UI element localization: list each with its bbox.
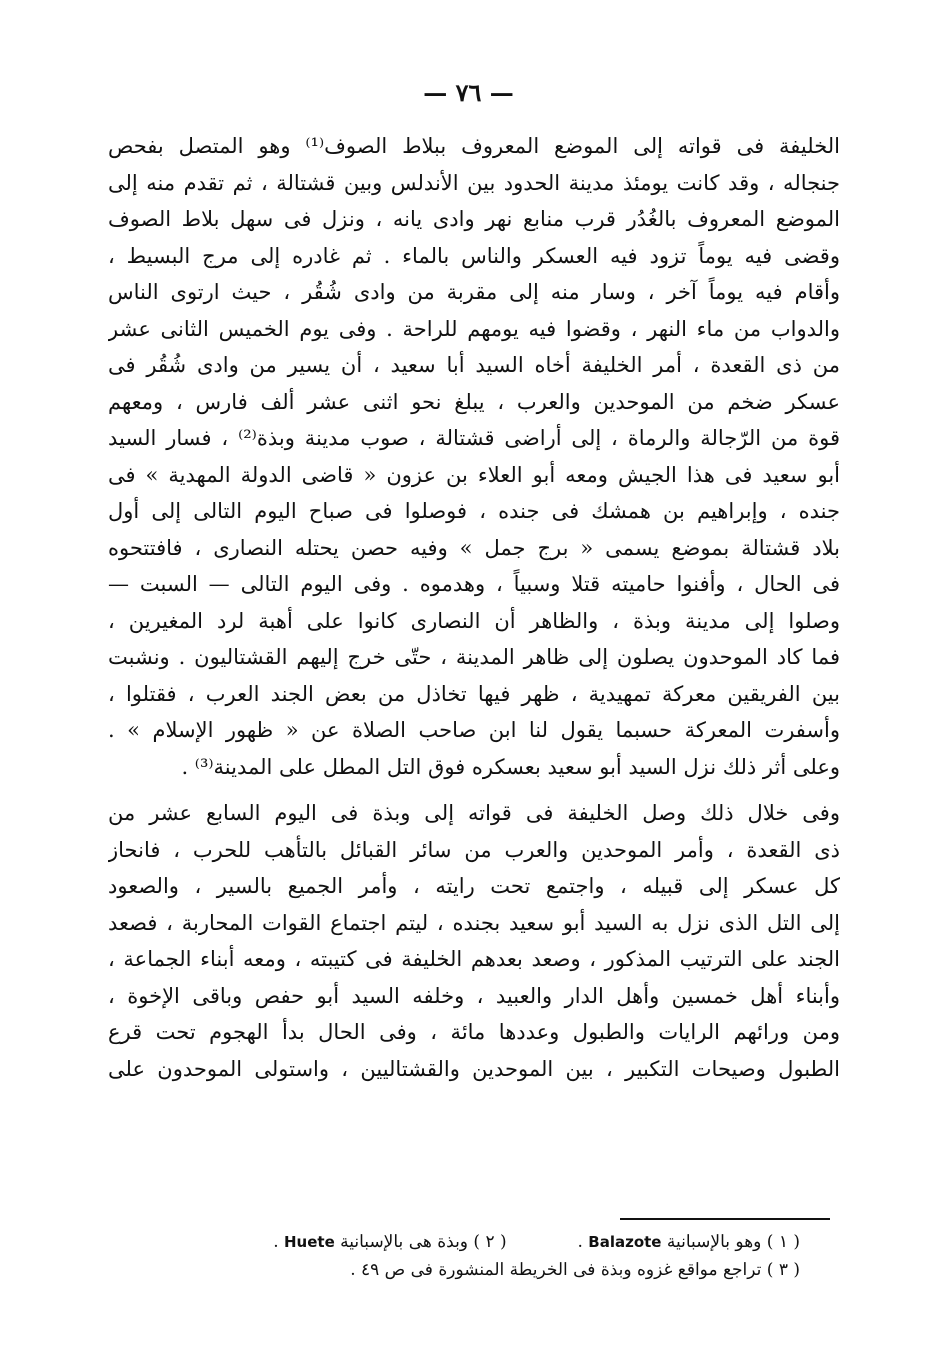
footnotes (108, 1228, 800, 1284)
footnote-1-latin: Balazote (588, 1233, 662, 1251)
text-line: جنده ، وإبراهيم بن همشك فى جنده ، فوصلوا فى صباح اليوم التالى إلى أول (108, 499, 840, 523)
text-line: وعلى أثر ذلك نزل السيد أبو سعيد بعسكره فوق التل المطل على المدينة⁽³⁾ . (181, 754, 840, 779)
text-line: وصلوا إلى مدينة وبذة ، والظاهر أن النصارى كانوا على أهبة لرد المغيرين ، (108, 608, 840, 633)
body-text (108, 128, 840, 1087)
text-line: وقضى فيه يوماً تزود فيه العسكر والناس بالماء . ثم غادره إلى مرج البسيط ، (108, 243, 840, 268)
text-line: وأسفرت المعركة حسبما يقول لنا ابن صاحب الصلاة عن « ظهور الإسلام » . (108, 718, 840, 742)
text-line: الطبول وصيحات التكبير ، بين الموحدين والقشتاليين ، واستولى الموحدون على (108, 1056, 840, 1081)
text-line: أبو سعيد فى هذا الجيش ومعه أبو العلاء بن عزون « قاضى الدولة المهدية » فى (108, 462, 840, 487)
text-line: وفى خلال ذلك وصل الخليفة فى قواته إلى وبذة فى اليوم السابع عشر من (108, 801, 840, 825)
text-line: جنجاله ، وقد كانت يومئذ مدينة الحدود بين الأندلس وبين قشتالة ، ثم تقدم منه إلى (108, 170, 840, 195)
paragraph-gap (108, 785, 840, 795)
text-line: عسكر ضخم من الموحدين والعرب ، يبلغ نحو اثنى عشر ألف فارس ، ومعهم (108, 389, 840, 414)
text-line: كل عسكر إلى قبيله ، واجتمع تحت رايته ، وأمر الجميع بالسير ، والصعود (108, 874, 840, 898)
text-line: فما كاد الموحدون يصلون إلى ظاهر المدينة ، حتّى خرج إليهم القشتاليون . ونشبت (108, 645, 840, 669)
footnote-2-text: ( ٢ ) وبذة هى بالإسبانية (340, 1232, 507, 1252)
text-line: قوة من الرّجالة والرماة ، إلى أراضى قشتالة ، صوب مدينة وبذة⁽²⁾ ، فسار السيد (108, 426, 840, 450)
page-number: — ٧٦ — (423, 78, 514, 107)
text-line: وأقام فيه يوماً آخر ، وسار منه إلى مقربة من وادى شُقُر ، حيث ارتوى الناس (108, 280, 840, 304)
footnote-2-latin: Huete (284, 1233, 335, 1251)
text-line: الموضع المعروف بالغُدُر قرب منابع نهر وادى يانه ، ونزل فى سهل بلاط الصوف (108, 207, 840, 231)
text-line: فى الحال ، وأفنوا حاميته قتلا وسبياً ، وهدموه . وفى اليوم التالى — السبت — (108, 572, 840, 596)
text-line: الخليفة فى قواته إلى الموضع المعروف ببلاط الصوف⁽¹⁾ وهو المتصل بفحص (108, 134, 840, 158)
text-line: إلى التل الذى نزل به السيد أبو سعيد بجنده ، ليتم اجتماع القوات المحاربة ، فصعد (108, 910, 840, 935)
text-line: ومن ورائهم الرايات والطبول وعددها مائة ، وفى الحال بدأ الهجوم تحت قرع (108, 1020, 840, 1044)
text-line: الجند على الترتيب المذكور ، وصعد بعدهم الخليفة فى كتيبته ، ومعه أبناء الجماعة ، (108, 947, 840, 971)
text-line: وأبناء أهل خمسين وأهل الدار والعبيد ، وخلفه السيد أبو حفص وباقى الإخوة ، (108, 983, 840, 1008)
footnote-3-text: ( ٣ ) تراجع مواقع غزوه وبذة فى الخريطة المنشورة فى ص ٤٩ . (350, 1260, 800, 1280)
paragraph-2 (108, 795, 840, 1087)
paragraph-1 (108, 128, 840, 785)
footnote-1-text: ( ١ ) وهو بالإسبانية (666, 1232, 800, 1252)
text-line: والدواب من ماء النهر ، وقضوا فيه يومهم للراحة . وفى يوم الخميس الثانى عشر (108, 316, 840, 341)
text-line: ذى القعدة ، وأمر الموحدين والعرب من سائر القبائل بالتأهب للحرب ، فانحاز (108, 837, 840, 862)
text-line: بلاد قشتالة بموضع يسمى « برج جمل » وفيه حصن يحتله النصارى ، فافتتحوه (108, 535, 840, 560)
text-line: من ذى القعدة ، أمر الخليفة أخاه السيد أبا سعيد ، أن يسير من وادى شُقُر فى (108, 353, 840, 377)
footnote-divider (620, 1218, 830, 1220)
text-line: بين الفريقين معركة تمهيدية ، ظهر فيها تخاذل من بعض الجند العرب ، فقتلوا ، (108, 681, 840, 706)
footnote-line-1: ( ١ ) وهو بالإسبانية Balazote . ( ٢ ) وبذة هى بالإسبانية Huete . (273, 1232, 800, 1252)
